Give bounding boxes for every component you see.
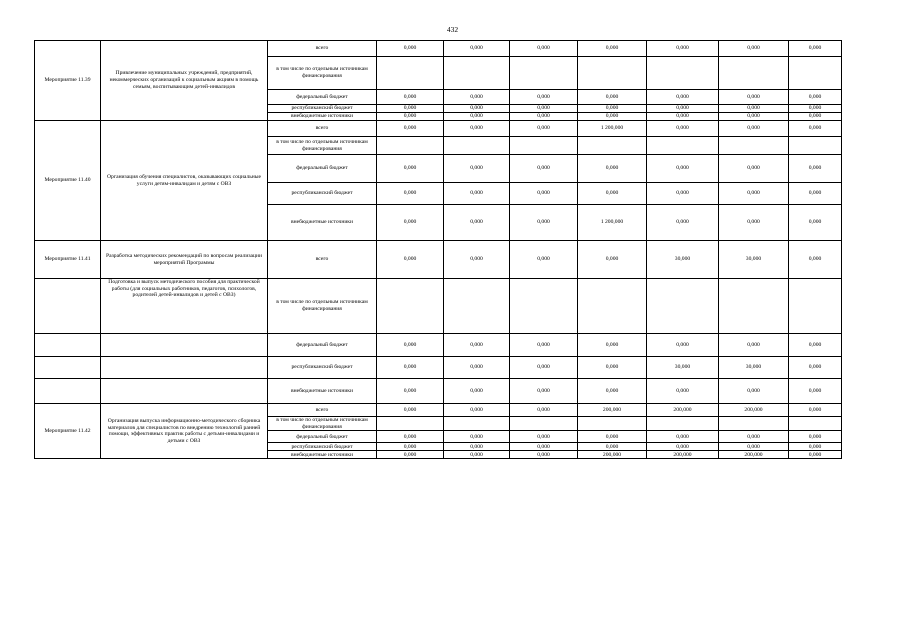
amount-cell <box>578 57 647 90</box>
amount-cell: 0,000 <box>647 155 719 183</box>
amount-cell: 0,000 <box>647 183 719 205</box>
amount-cell: 0,000 <box>377 404 444 417</box>
amount-cell: 0,000 <box>789 113 842 121</box>
measure-description-cell: Организация выпуска информационно-методического сборника материалов для специалистов по внедрению технологий ранней помощи, эффективных практик работы с детьми-инвалидами и детьми с ОВЗ <box>101 404 268 459</box>
table-row <box>35 41 842 57</box>
amount-cell: 0,000 <box>719 113 789 121</box>
amount-cell: 0,000 <box>578 155 647 183</box>
amount-cell: 0,000 <box>444 121 510 137</box>
amount-cell: 0,000 <box>578 357 647 379</box>
table-row <box>35 404 842 417</box>
amount-cell: 0,000 <box>510 241 578 279</box>
amount-cell: 0,000 <box>578 113 647 121</box>
measure-id-cell <box>35 279 101 334</box>
amount-cell: 0,000 <box>377 241 444 279</box>
table-row <box>35 121 842 137</box>
funding-source-cell: федеральный бюджет <box>268 431 377 443</box>
amount-cell: 0,000 <box>789 241 842 279</box>
amount-cell: 0,000 <box>578 334 647 357</box>
amount-cell: 0,000 <box>444 404 510 417</box>
amount-cell: 0,000 <box>647 105 719 113</box>
amount-cell: 0,000 <box>789 404 842 417</box>
amount-cell: 0,000 <box>510 121 578 137</box>
amount-cell: 0,000 <box>444 241 510 279</box>
measure-id-cell: Мероприятие 11.41 <box>35 241 101 279</box>
amount-cell <box>510 137 578 155</box>
amount-cell: 0,000 <box>789 443 842 451</box>
amount-cell <box>789 279 842 334</box>
funding-source-cell: республиканский бюджет <box>268 443 377 451</box>
amount-cell: 0,000 <box>444 431 510 443</box>
measure-id-cell <box>35 379 101 404</box>
amount-cell: 200,000 <box>719 451 789 459</box>
amount-cell: 0,000 <box>719 105 789 113</box>
amount-cell: 0,000 <box>510 357 578 379</box>
amount-cell: 0,000 <box>719 431 789 443</box>
amount-cell: 0,000 <box>719 205 789 241</box>
measure-description-cell <box>101 357 268 379</box>
amount-cell: 200,000 <box>578 451 647 459</box>
amount-cell: 0,000 <box>377 113 444 121</box>
amount-cell: 0,000 <box>444 379 510 404</box>
amount-cell: 0,000 <box>789 357 842 379</box>
table-row <box>35 279 842 334</box>
amount-cell: 0,000 <box>578 443 647 451</box>
amount-cell <box>578 279 647 334</box>
amount-cell <box>377 57 444 90</box>
funding-source-cell: всего <box>268 41 377 57</box>
amount-cell: 0,000 <box>377 105 444 113</box>
amount-cell: 0,000 <box>377 90 444 105</box>
table-row <box>35 334 842 357</box>
amount-cell: 0,000 <box>377 443 444 451</box>
amount-cell <box>444 417 510 431</box>
funding-source-cell: федеральный бюджет <box>268 155 377 183</box>
amount-cell: 0,000 <box>444 155 510 183</box>
amount-cell: 0,000 <box>789 451 842 459</box>
measure-description-cell <box>101 334 268 357</box>
amount-cell: 0,000 <box>647 431 719 443</box>
amount-cell: 200,000 <box>719 404 789 417</box>
amount-cell: 0,000 <box>578 90 647 105</box>
amount-cell: 0,000 <box>719 90 789 105</box>
amount-cell <box>444 57 510 90</box>
amount-cell: 0,000 <box>510 90 578 105</box>
amount-cell: 0,000 <box>789 431 842 443</box>
amount-cell: 0,000 <box>578 379 647 404</box>
funding-source-cell: в том числе по отдельным источникам финансирования <box>268 417 377 431</box>
amount-cell: 0,000 <box>510 205 578 241</box>
funding-source-cell: федеральный бюджет <box>268 90 377 105</box>
amount-cell: 0,000 <box>510 105 578 113</box>
amount-cell: 0,000 <box>647 205 719 241</box>
amount-cell: 0,000 <box>789 155 842 183</box>
measure-description-cell: Подготовка и выпуск методического пособия для практической работы (для социальных работников, педагогов, психологов, родителей детей-инвалидов и детей с ОВЗ) <box>101 279 268 334</box>
funding-source-cell: внебюджетные источники <box>268 379 377 404</box>
amount-cell <box>719 417 789 431</box>
amount-cell: 0,000 <box>578 105 647 113</box>
measure-description-cell: Привлечение муниципальных учреждений, предприятий, некоммерческих организаций к социальным акциям в помощь семьям, воспитывающим детей-инвалидов <box>101 41 268 121</box>
amount-cell: 1 200,000 <box>578 205 647 241</box>
table-row <box>35 379 842 404</box>
amount-cell: 1 200,000 <box>578 121 647 137</box>
amount-cell: 0,000 <box>719 183 789 205</box>
amount-cell: 30,000 <box>647 357 719 379</box>
amount-cell <box>647 417 719 431</box>
amount-cell: 0,000 <box>578 183 647 205</box>
amount-cell: 0,000 <box>647 379 719 404</box>
page-number: 432 <box>446 25 459 34</box>
measure-id-cell: Мероприятие 11.39 <box>35 41 101 121</box>
amount-cell: 0,000 <box>377 357 444 379</box>
amount-cell: 0,000 <box>647 121 719 137</box>
amount-cell: 0,000 <box>719 155 789 183</box>
amount-cell: 0,000 <box>719 41 789 57</box>
funding-source-cell: республиканский бюджет <box>268 105 377 113</box>
amount-cell: 0,000 <box>377 121 444 137</box>
funding-source-cell: всего <box>268 241 377 279</box>
measure-description-cell: Разработка методических рекомендаций по вопросам реализации мероприятий Программы <box>101 241 268 279</box>
amount-cell: 0,000 <box>444 183 510 205</box>
amount-cell: 0,000 <box>789 90 842 105</box>
amount-cell: 0,000 <box>719 121 789 137</box>
amount-cell: 0,000 <box>719 379 789 404</box>
amount-cell: 200,000 <box>578 404 647 417</box>
amount-cell: 0,000 <box>789 379 842 404</box>
amount-cell: 0,000 <box>377 451 444 459</box>
amount-cell <box>510 417 578 431</box>
amount-cell: 200,000 <box>647 451 719 459</box>
budget-table <box>34 40 842 459</box>
amount-cell <box>719 57 789 90</box>
amount-cell: 0,000 <box>789 205 842 241</box>
amount-cell: 0,000 <box>789 183 842 205</box>
amount-cell <box>719 137 789 155</box>
amount-cell: 0,000 <box>510 155 578 183</box>
amount-cell: 0,000 <box>789 334 842 357</box>
amount-cell: 0,000 <box>444 41 510 57</box>
amount-cell <box>647 57 719 90</box>
amount-cell: 0,000 <box>377 379 444 404</box>
amount-cell: 0,000 <box>444 334 510 357</box>
amount-cell: 0,000 <box>444 443 510 451</box>
amount-cell: 0,000 <box>719 443 789 451</box>
amount-cell <box>510 57 578 90</box>
amount-cell: 0,000 <box>789 121 842 137</box>
amount-cell: 0,000 <box>444 105 510 113</box>
amount-cell: 30,000 <box>719 357 789 379</box>
funding-source-cell: в том числе по отдельным источникам финансирования <box>268 137 377 155</box>
amount-cell: 0,000 <box>510 404 578 417</box>
amount-cell <box>719 279 789 334</box>
amount-cell: 30,000 <box>719 241 789 279</box>
amount-cell: 0,000 <box>377 334 444 357</box>
amount-cell <box>647 137 719 155</box>
funding-source-cell: республиканский бюджет <box>268 357 377 379</box>
amount-cell: 200,000 <box>647 404 719 417</box>
amount-cell: 0,000 <box>647 334 719 357</box>
amount-cell: 0,000 <box>377 431 444 443</box>
funding-source-cell: всего <box>268 404 377 417</box>
funding-source-cell: в том числе по отдельным источникам финансирования <box>268 57 377 90</box>
amount-cell: 0,000 <box>444 357 510 379</box>
amount-cell <box>789 137 842 155</box>
measure-id-cell <box>35 357 101 379</box>
amount-cell <box>647 279 719 334</box>
funding-source-cell: внебюджетные источники <box>268 205 377 241</box>
table-row <box>35 357 842 379</box>
funding-source-cell: внебюджетные источники <box>268 113 377 121</box>
funding-source-cell: в том числе по отдельным источникам финансирования <box>268 279 377 334</box>
amount-cell: 0,000 <box>647 90 719 105</box>
amount-cell: 0,000 <box>510 379 578 404</box>
amount-cell: 0,000 <box>510 443 578 451</box>
measure-description-cell <box>101 379 268 404</box>
amount-cell <box>377 137 444 155</box>
amount-cell: 0,000 <box>578 41 647 57</box>
amount-cell: 0,000 <box>444 113 510 121</box>
amount-cell <box>789 57 842 90</box>
amount-cell: 0,000 <box>510 41 578 57</box>
measure-id-cell <box>35 334 101 357</box>
amount-cell <box>510 279 578 334</box>
amount-cell: 0,000 <box>444 451 510 459</box>
amount-cell: 0,000 <box>578 431 647 443</box>
amount-cell: 0,000 <box>510 431 578 443</box>
amount-cell: 0,000 <box>377 183 444 205</box>
amount-cell: 0,000 <box>377 155 444 183</box>
measure-id-cell: Мероприятие 11.42 <box>35 404 101 459</box>
amount-cell <box>444 137 510 155</box>
amount-cell: 0,000 <box>647 41 719 57</box>
amount-cell: 30,000 <box>647 241 719 279</box>
amount-cell: 0,000 <box>719 334 789 357</box>
amount-cell: 0,000 <box>377 41 444 57</box>
amount-cell: 0,000 <box>444 90 510 105</box>
amount-cell: 0,000 <box>377 205 444 241</box>
table-row <box>35 241 842 279</box>
amount-cell: 0,000 <box>647 443 719 451</box>
amount-cell <box>377 417 444 431</box>
funding-source-cell: федеральный бюджет <box>268 334 377 357</box>
amount-cell: 0,000 <box>647 113 719 121</box>
funding-source-cell: всего <box>268 121 377 137</box>
amount-cell <box>578 417 647 431</box>
amount-cell: 0,000 <box>444 205 510 241</box>
amount-cell: 0,000 <box>510 183 578 205</box>
amount-cell: 0,000 <box>510 113 578 121</box>
amount-cell: 0,000 <box>510 451 578 459</box>
amount-cell <box>377 279 444 334</box>
amount-cell <box>578 137 647 155</box>
funding-source-cell: внебюджетные источники <box>268 451 377 459</box>
funding-source-cell: республиканский бюджет <box>268 183 377 205</box>
amount-cell: 0,000 <box>510 334 578 357</box>
amount-cell <box>789 417 842 431</box>
measure-description-cell: Организация обучения специалистов, оказывающих социальные услуги детям-инвалидам и детям с ОВЗ <box>101 121 268 241</box>
amount-cell: 0,000 <box>789 105 842 113</box>
amount-cell: 0,000 <box>578 241 647 279</box>
amount-cell <box>444 279 510 334</box>
measure-id-cell: Мероприятие 11.40 <box>35 121 101 241</box>
amount-cell: 0,000 <box>789 41 842 57</box>
